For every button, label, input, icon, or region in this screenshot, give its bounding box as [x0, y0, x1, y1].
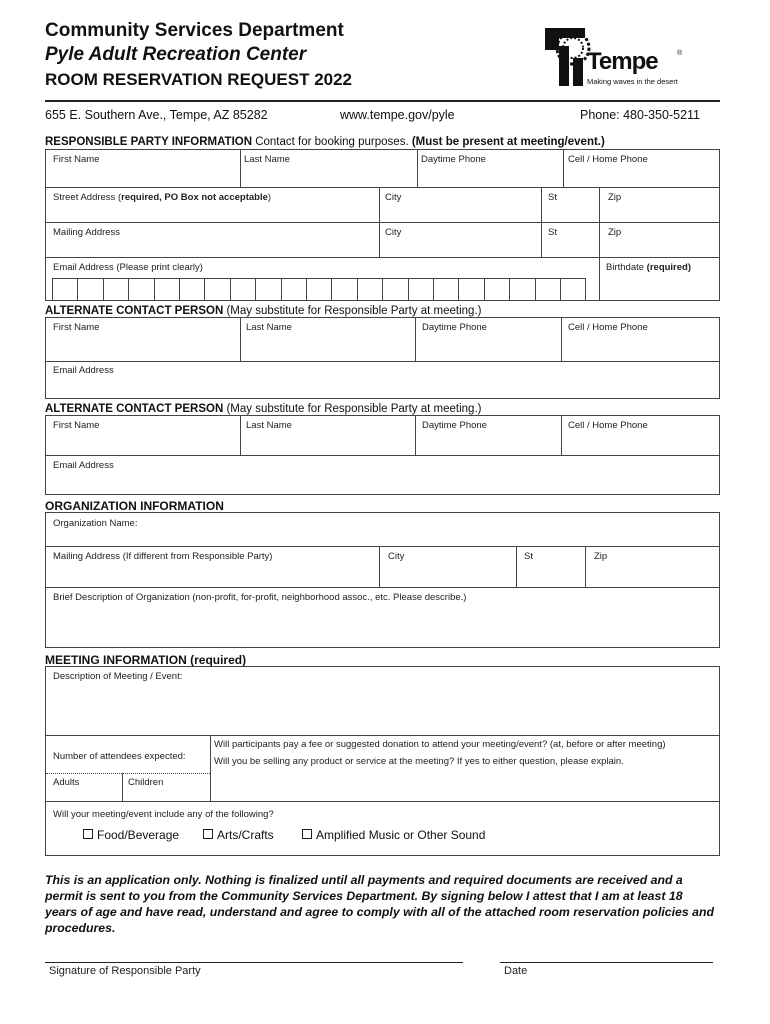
- org-description-label: Brief Description of Organization (non-profit, for-profit, neighborhood assoc., etc. Please describe.): [53, 592, 467, 603]
- email-char-cell[interactable]: [535, 278, 561, 301]
- org-mailing-label: Mailing Address (If different from Responsible Party): [53, 551, 273, 562]
- rp-zip-label: Zip: [608, 192, 622, 203]
- rp-last-name-label: Last Name: [244, 154, 290, 165]
- rp-daytime-phone-field[interactable]: [419, 164, 562, 186]
- email-char-cell[interactable]: [52, 278, 78, 301]
- alt1-first-name-label: First Name: [53, 322, 100, 333]
- children-label: Children: [128, 777, 164, 788]
- checkbox-icon: [302, 829, 312, 839]
- org-city-label: City: [388, 551, 405, 562]
- form-title: ROOM RESERVATION REQUEST 2022: [45, 70, 353, 89]
- email-char-cell[interactable]: [484, 278, 510, 301]
- alt1-daytime-phone-field[interactable]: [417, 332, 560, 360]
- alt1-cell-phone-field[interactable]: [563, 332, 718, 360]
- email-char-cell[interactable]: [77, 278, 103, 301]
- org-city-field[interactable]: [381, 561, 515, 586]
- email-char-cell[interactable]: [458, 278, 484, 301]
- responsible-note-bold: (Must be present at meeting/event.): [411, 136, 605, 148]
- org-box: [45, 512, 720, 648]
- email-char-cell[interactable]: [433, 278, 459, 301]
- alt1-title: ALTERNATE CONTACT PERSON: [45, 305, 224, 317]
- rp-mailing-label: Mailing Address: [53, 227, 121, 238]
- rp-st-label: St: [548, 192, 557, 203]
- email-char-cell[interactable]: [204, 278, 230, 301]
- alt2-last-name-field[interactable]: [242, 430, 414, 454]
- rp-cell-phone-label: Cell / Home Phone: [568, 154, 648, 165]
- fee-question: Will participants pay a fee or suggested donation to attend your meeting/event? (at, before or after meeting): [214, 739, 666, 750]
- email-char-cell[interactable]: [331, 278, 357, 301]
- adults-label: Adults: [53, 777, 80, 788]
- alt1-last-name-label: Last Name: [246, 322, 292, 333]
- alt1-cell-phone-label: Cell / Home Phone: [568, 322, 648, 333]
- signature-field[interactable]: [45, 940, 463, 962]
- alt2-daytime-phone-field[interactable]: [417, 430, 560, 454]
- responsible-title: RESPONSIBLE PARTY INFORMATION: [45, 136, 253, 148]
- meeting-description-field[interactable]: [47, 683, 718, 734]
- responsible-section-title: [45, 136, 605, 148]
- website: www.tempe.gov/pyle: [340, 108, 455, 122]
- tempe-logo: [543, 22, 688, 90]
- org-zip-label: Zip: [594, 551, 608, 562]
- rp-email-label: Email Address (Please print clearly): [53, 262, 203, 273]
- selling-question: Will you be selling any product or service at the meeting? If yes to either question, please explain.: [214, 756, 624, 767]
- checkbox-icon: [203, 829, 213, 839]
- rp-last-name-field[interactable]: [242, 164, 416, 186]
- alt2-daytime-phone-label: Daytime Phone: [422, 420, 487, 431]
- rp-mailing-zip-label: Zip: [608, 227, 622, 238]
- responsible-note: Contact for booking purposes.: [252, 136, 412, 148]
- application-notice: This is an application only. Nothing is finalized until all payments and required documents are received and a permit is sent to you from the Community Services Department. By signing below I attest that I am at least 18 years of age and have read, understand and agree to comply with all of the attached room reservation policies and procedures.: [45, 873, 714, 935]
- date-field[interactable]: [500, 940, 713, 962]
- email-char-cell[interactable]: [382, 278, 408, 301]
- email-char-cell[interactable]: [509, 278, 535, 301]
- meeting-description-label: Description of Meeting / Event:: [53, 671, 183, 682]
- date-line: [500, 962, 713, 963]
- email-char-cell[interactable]: [255, 278, 281, 301]
- alt2-cell-phone-field[interactable]: [563, 430, 718, 454]
- alt2-note: (May substitute for Responsible Party at meeting.): [223, 403, 482, 415]
- rp-mailing-zip-field[interactable]: [601, 237, 718, 256]
- org-st-label: St: [524, 551, 533, 562]
- date-label: Date: [504, 965, 528, 977]
- alt2-email-field[interactable]: [47, 471, 718, 494]
- alt2-cell-phone-label: Cell / Home Phone: [568, 420, 648, 431]
- rp-st-field[interactable]: [543, 202, 598, 221]
- rp-zip-field[interactable]: [601, 202, 718, 221]
- org-name-label: Organization Name:: [53, 518, 138, 529]
- department-title: Community Services Department: [45, 20, 344, 41]
- alt1-email-label: Email Address: [53, 365, 114, 376]
- responsible-box: [45, 149, 720, 301]
- alt2-first-name-label: First Name: [53, 420, 100, 431]
- rp-mailing-field[interactable]: [47, 237, 378, 256]
- checkbox-icon: [83, 829, 93, 839]
- email-char-cell[interactable]: [560, 278, 586, 301]
- meeting-box: [45, 666, 720, 856]
- alt1-last-name-field[interactable]: [242, 332, 414, 360]
- logo-text: Tempe: [587, 48, 658, 75]
- rp-city-label: City: [385, 192, 402, 203]
- alt1-email-field[interactable]: [47, 376, 718, 398]
- logo-tagline: Making waves in the desert: [587, 77, 678, 86]
- rp-mailing-city-field[interactable]: [381, 237, 540, 256]
- email-char-cell[interactable]: [281, 278, 307, 301]
- org-mailing-field[interactable]: [47, 561, 378, 586]
- email-char-cell[interactable]: [154, 278, 180, 301]
- rp-first-name-field[interactable]: [47, 164, 239, 186]
- header-rule: [45, 100, 720, 102]
- rp-birthdate-field[interactable]: [601, 272, 718, 300]
- rp-street-label: Street Address (required, PO Box not acceptable): [53, 192, 272, 203]
- rp-birthdate-label: Birthdate (required): [606, 262, 692, 273]
- org-st-field[interactable]: [518, 561, 584, 586]
- include-question: Will your meeting/event include any of the following?: [53, 809, 274, 820]
- email-char-cell[interactable]: [357, 278, 383, 301]
- signature-line: [45, 962, 463, 963]
- alt2-title: ALTERNATE CONTACT PERSON: [45, 403, 224, 415]
- food-beverage-checkbox[interactable]: Food/Beverage: [83, 828, 179, 842]
- arts-crafts-checkbox[interactable]: Arts/Crafts: [203, 828, 274, 842]
- rp-mailing-st-label: St: [548, 227, 557, 238]
- email-char-cell[interactable]: [179, 278, 205, 301]
- alt1-first-name-field[interactable]: [47, 332, 239, 360]
- rp-city-field[interactable]: [381, 202, 540, 221]
- rp-mailing-st-field[interactable]: [543, 237, 598, 256]
- org-section-title: ORGANIZATION INFORMATION: [45, 499, 224, 513]
- fee-explanation-field[interactable]: [212, 769, 718, 800]
- email-char-cell[interactable]: [128, 278, 154, 301]
- alt1-daytime-phone-label: Daytime Phone: [422, 322, 487, 333]
- children-field[interactable]: [171, 775, 209, 800]
- alt2-first-name-field[interactable]: [47, 430, 239, 454]
- meeting-section-title: MEETING INFORMATION (required): [45, 653, 247, 667]
- logo-registered: ®: [677, 50, 683, 57]
- adults-field[interactable]: [86, 775, 121, 800]
- rp-first-name-label: First Name: [53, 154, 100, 165]
- alt2-email-label: Email Address: [53, 460, 114, 471]
- org-name-field[interactable]: [146, 515, 717, 545]
- alt1-box: [45, 317, 720, 399]
- amplified-music-checkbox[interactable]: Amplified Music or Other Sound: [302, 828, 485, 842]
- rp-mailing-city-label: City: [385, 227, 402, 238]
- alt2-box: [45, 415, 720, 495]
- email-char-cell[interactable]: [103, 278, 129, 301]
- alt2-section-title: [45, 403, 481, 415]
- rp-street-field[interactable]: [47, 202, 378, 221]
- email-char-cell[interactable]: [230, 278, 256, 301]
- center-title: Pyle Adult Recreation Center: [45, 44, 307, 65]
- alt1-section-title: [45, 305, 481, 317]
- alt1-note: (May substitute for Responsible Party at meeting.): [223, 305, 482, 317]
- rp-cell-phone-field[interactable]: [565, 164, 718, 186]
- email-char-cell[interactable]: [408, 278, 434, 301]
- signature-label: Signature of Responsible Party: [49, 965, 201, 977]
- phone: Phone: 480-350-5211: [580, 108, 701, 122]
- org-zip-field[interactable]: [587, 561, 718, 586]
- attendees-label: Number of attendees expected:: [53, 751, 186, 762]
- rp-daytime-phone-label: Daytime Phone: [421, 154, 486, 165]
- email-char-cell[interactable]: [306, 278, 332, 301]
- org-description-field[interactable]: [47, 605, 718, 647]
- alt2-last-name-label: Last Name: [246, 420, 292, 431]
- address: 655 E. Southern Ave., Tempe, AZ 85282: [45, 108, 268, 122]
